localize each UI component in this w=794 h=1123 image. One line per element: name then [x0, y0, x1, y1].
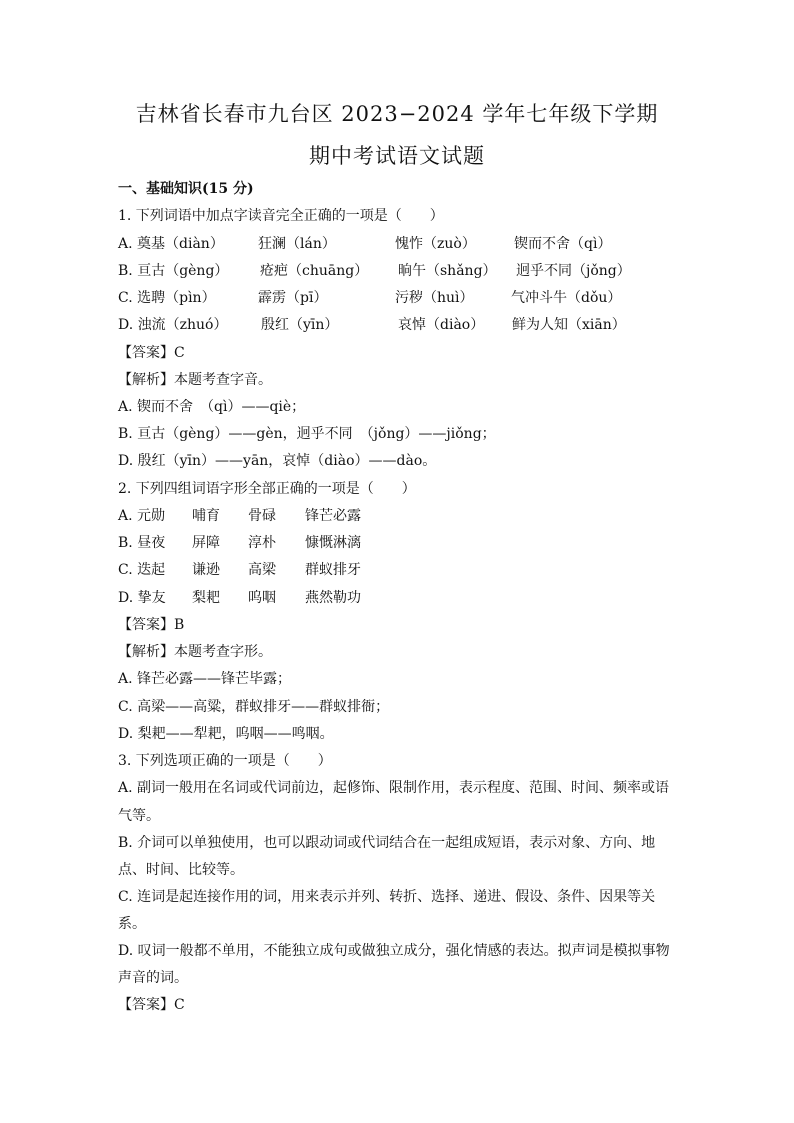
analysis-note: D. 梨耙——犁耙，呜咽——鸣咽。	[118, 726, 334, 742]
option-word: 污秽（huì）	[395, 290, 474, 306]
question-1-option-row	[118, 289, 678, 307]
analysis-note: A. 锲而不舍 （qì）——qiè；	[118, 399, 306, 415]
exam-subtitle: 期中考试语文试题	[309, 144, 485, 168]
option-word: 高梁	[248, 562, 276, 578]
question-3-option-text: 气等。	[118, 808, 160, 824]
analysis-note: B. 亘古（gèng）——gèn，迥乎不同 （jǒng）——jiǒng；	[118, 426, 496, 442]
question-3-stem: 3. 下列选项正确的一项是（ ）	[118, 753, 332, 769]
question-1-stem: 1. 下列词语中加点字读音完全正确的一项是（ ）	[118, 208, 444, 224]
option-word: 哀悼（diào）	[398, 317, 485, 333]
option-word: B. 亘古（gèng）	[118, 263, 229, 279]
analysis-label: 【解析】本题考查字形。	[118, 644, 272, 660]
question-1-option-row	[118, 316, 678, 334]
option-word: A. 奠基（diàn）	[118, 236, 224, 252]
analysis-note: C. 高梁——高粱，群蚁排牙——群蚁排衙；	[118, 699, 390, 715]
question-2-option-row	[118, 507, 418, 525]
question-1-option-row	[118, 262, 678, 280]
option-word: 淳朴	[248, 535, 276, 551]
question-3-option-text: 声音的词。	[118, 970, 188, 986]
option-word: 群蚁排牙	[305, 562, 361, 578]
section-heading: 一、基础知识(15 分)	[118, 181, 254, 197]
option-word: 迥乎不同（jǒng）	[516, 263, 631, 279]
question-2-option-row	[118, 561, 418, 579]
question-2-option-row	[118, 534, 418, 552]
option-word: 愧怍（zuò）	[395, 236, 476, 252]
answer-label: 【答案】C	[118, 997, 185, 1013]
question-3-option-text: C. 连词是起连接作用的词，用来表示并列、转折、选择、递进、假设、条件、因果等关	[118, 889, 656, 905]
option-word: C. 选聘（pìn）	[118, 290, 216, 306]
option-word: 疮疤（chuāng）	[260, 263, 369, 279]
option-word: D. 挚友	[118, 590, 166, 606]
option-word: 慷慨淋漓	[305, 535, 361, 551]
answer-label: 【答案】B	[118, 617, 185, 633]
option-word: A. 元勋	[118, 508, 166, 524]
analysis-label: 【解析】本题考查字音。	[118, 372, 272, 388]
question-3-option-text: 点、时间、比较等。	[118, 862, 244, 878]
question-3-option-text: 系。	[118, 916, 146, 932]
analysis-note: A. 锋芒必露——锋芒毕露；	[118, 671, 292, 687]
answer-label: 【答案】C	[118, 345, 185, 361]
option-word: 骨碌	[248, 508, 276, 524]
option-word: 谦逊	[192, 562, 220, 578]
question-3-option-text: B. 介词可以单独使用，也可以跟动词或代词结合在一起组成短语，表示对象、方向、地	[118, 835, 656, 851]
option-word: 哺育	[192, 508, 220, 524]
option-word: 锋芒必露	[305, 508, 361, 524]
option-word: C. 迭起	[118, 562, 166, 578]
option-word: B. 昼夜	[118, 535, 166, 551]
option-word: 狂澜（lán）	[258, 236, 336, 252]
option-word: 鲜为人知（xiān）	[512, 317, 626, 333]
question-3-option-text: D. 叹词一般都不单用，不能独立成句或做独立成分，强化情感的表达。拟声词是模拟事物	[118, 943, 670, 959]
question-3-option-text: A. 副词一般用在名词或代词前边，起修饰、限制作用，表示程度、范围、时间、频率或语	[118, 780, 670, 796]
option-word: 屏障	[192, 535, 220, 551]
option-word: 晌午（shǎng）	[398, 263, 497, 279]
question-2-option-row	[118, 589, 418, 607]
option-word: 梨耙	[192, 590, 220, 606]
option-word: 燕然勒功	[305, 590, 361, 606]
option-word: 殷红（yīn）	[261, 317, 339, 333]
exam-title: 吉林省长春市九台区 2023−2024 学年七年级下学期	[135, 102, 659, 126]
option-word: D. 浊流（zhuó）	[118, 317, 228, 333]
analysis-note: D. 殷红（yīn）——yān，哀悼（diào）——dào。	[118, 453, 437, 469]
question-1-option-row	[118, 235, 678, 253]
question-2-stem: 2. 下列四组词语字形全部正确的一项是（ ）	[118, 481, 416, 497]
option-word: 气冲斗牛（dǒu）	[511, 290, 622, 306]
option-word: 呜咽	[248, 590, 276, 606]
option-word: 霹雳（pī）	[258, 290, 328, 306]
option-word: 锲而不舍（qì）	[514, 236, 612, 252]
